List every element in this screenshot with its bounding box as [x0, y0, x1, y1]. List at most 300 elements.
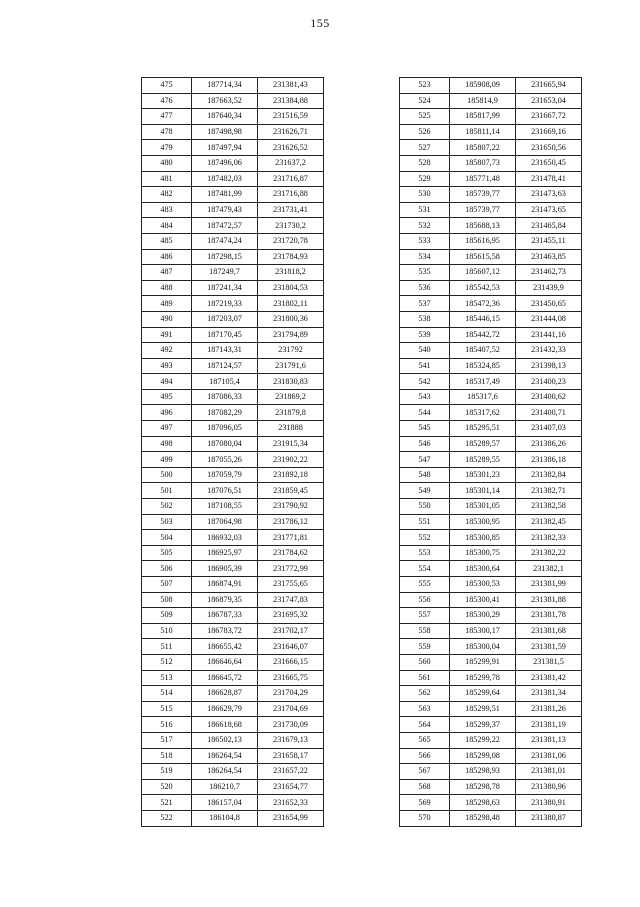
y-coordinate-cell: 231755,65: [258, 577, 324, 593]
y-coordinate-cell: 231666,15: [258, 654, 324, 670]
table-row: [142, 467, 324, 483]
table-row: [400, 187, 582, 203]
y-coordinate-cell: 231915,34: [258, 436, 324, 452]
y-coordinate-cell: 231381,13: [516, 732, 582, 748]
table-row: [142, 311, 324, 327]
point-number-cell: 545: [400, 421, 450, 437]
point-number-cell: 476: [142, 93, 192, 109]
point-number-cell: 519: [142, 764, 192, 780]
point-number-cell: 514: [142, 686, 192, 702]
y-coordinate-cell: 231784,62: [258, 545, 324, 561]
y-coordinate-cell: 231473,63: [516, 187, 582, 203]
table-row: [400, 421, 582, 437]
x-coordinate-cell: 186157,04: [192, 795, 258, 811]
table-row: [400, 779, 582, 795]
x-coordinate-cell: 187481,99: [192, 187, 258, 203]
point-number-cell: 495: [142, 389, 192, 405]
y-coordinate-cell: 231791,6: [258, 358, 324, 374]
point-number-cell: 522: [142, 810, 192, 826]
table-row: [142, 187, 324, 203]
x-coordinate-cell: 185446,15: [450, 311, 516, 327]
point-number-cell: 550: [400, 499, 450, 515]
table-row: [400, 748, 582, 764]
x-coordinate-cell: 185442,72: [450, 327, 516, 343]
y-coordinate-cell: 231382,58: [516, 499, 582, 515]
x-coordinate-cell: 186787,33: [192, 608, 258, 624]
table-row: [142, 514, 324, 530]
point-number-cell: 509: [142, 608, 192, 624]
x-coordinate-cell: 185739,77: [450, 187, 516, 203]
x-coordinate-cell: 185299,91: [450, 654, 516, 670]
x-coordinate-cell: 187663,52: [192, 93, 258, 109]
point-number-cell: 559: [400, 639, 450, 655]
x-coordinate-cell: 187076,51: [192, 483, 258, 499]
table-row: [400, 233, 582, 249]
table-row: [142, 405, 324, 421]
x-coordinate-cell: 187143,31: [192, 343, 258, 359]
x-coordinate-cell: 185300,04: [450, 639, 516, 655]
y-coordinate-cell: 231382,45: [516, 514, 582, 530]
table-row: [142, 483, 324, 499]
x-coordinate-cell: 186264,54: [192, 764, 258, 780]
y-coordinate-cell: 231665,75: [258, 670, 324, 686]
table-row: [400, 124, 582, 140]
point-number-cell: 506: [142, 561, 192, 577]
table-row: [400, 405, 582, 421]
x-coordinate-cell: 185472,36: [450, 296, 516, 312]
x-coordinate-cell: 185299,22: [450, 732, 516, 748]
y-coordinate-cell: 231381,78: [516, 608, 582, 624]
point-number-cell: 490: [142, 311, 192, 327]
table-row: [142, 732, 324, 748]
point-number-cell: 565: [400, 732, 450, 748]
point-number-cell: 561: [400, 670, 450, 686]
x-coordinate-cell: 187474,24: [192, 233, 258, 249]
table-row: [400, 530, 582, 546]
y-coordinate-cell: 231869,2: [258, 389, 324, 405]
y-coordinate-cell: 231465,84: [516, 218, 582, 234]
point-number-cell: 553: [400, 545, 450, 561]
table-row: [400, 608, 582, 624]
table-row: [400, 717, 582, 733]
y-coordinate-cell: 231667,72: [516, 109, 582, 125]
y-coordinate-cell: 231637,2: [258, 155, 324, 171]
y-coordinate-cell: 231407,03: [516, 421, 582, 437]
point-number-cell: 523: [400, 78, 450, 94]
y-coordinate-cell: 231626,71: [258, 124, 324, 140]
x-coordinate-cell: 187086,33: [192, 389, 258, 405]
y-coordinate-cell: 231384,88: [258, 93, 324, 109]
y-coordinate-cell: 231381,59: [516, 639, 582, 655]
point-number-cell: 534: [400, 249, 450, 265]
table-row: [400, 810, 582, 826]
x-coordinate-cell: 185300,53: [450, 577, 516, 593]
table-row: [142, 124, 324, 140]
point-number-cell: 560: [400, 654, 450, 670]
point-number-cell: 532: [400, 218, 450, 234]
x-coordinate-cell: 185301,14: [450, 483, 516, 499]
x-coordinate-cell: 187096,05: [192, 421, 258, 437]
x-coordinate-cell: 187497,94: [192, 140, 258, 156]
x-coordinate-cell: 185300,41: [450, 592, 516, 608]
table-row: [400, 561, 582, 577]
x-coordinate-cell: 186932,03: [192, 530, 258, 546]
x-coordinate-cell: 185811,14: [450, 124, 516, 140]
y-coordinate-cell: 231695,32: [258, 608, 324, 624]
point-number-cell: 551: [400, 514, 450, 530]
table-row: [142, 530, 324, 546]
x-coordinate-cell: 185739,77: [450, 202, 516, 218]
y-coordinate-cell: 231439,9: [516, 280, 582, 296]
table-row: [142, 155, 324, 171]
y-coordinate-cell: 231902,22: [258, 452, 324, 468]
table-row: [400, 639, 582, 655]
y-coordinate-cell: 231716,88: [258, 187, 324, 203]
point-number-cell: 520: [142, 779, 192, 795]
y-coordinate-cell: 231381,5: [516, 654, 582, 670]
table-row: [142, 795, 324, 811]
point-number-cell: 500: [142, 467, 192, 483]
coordinates-table-left: [141, 77, 324, 827]
x-coordinate-cell: 186874,91: [192, 577, 258, 593]
point-number-cell: 505: [142, 545, 192, 561]
x-coordinate-cell: 186210,7: [192, 779, 258, 795]
table-row: [142, 140, 324, 156]
x-coordinate-cell: 185908,09: [450, 78, 516, 94]
y-coordinate-cell: 231450,65: [516, 296, 582, 312]
y-coordinate-cell: 231380,96: [516, 779, 582, 795]
x-coordinate-cell: 186629,79: [192, 701, 258, 717]
point-number-cell: 508: [142, 592, 192, 608]
y-coordinate-cell: 231888: [258, 421, 324, 437]
point-number-cell: 539: [400, 327, 450, 343]
point-number-cell: 569: [400, 795, 450, 811]
x-coordinate-cell: 185607,12: [450, 265, 516, 281]
table-row: [400, 311, 582, 327]
table-row: [142, 78, 324, 94]
point-number-cell: 511: [142, 639, 192, 655]
table-row: [142, 421, 324, 437]
y-coordinate-cell: 231730,09: [258, 717, 324, 733]
x-coordinate-cell: 185300,29: [450, 608, 516, 624]
table-row: [142, 499, 324, 515]
table-row: [400, 155, 582, 171]
point-number-cell: 493: [142, 358, 192, 374]
y-coordinate-cell: 231381,19: [516, 717, 582, 733]
point-number-cell: 552: [400, 530, 450, 546]
x-coordinate-cell: 187640,34: [192, 109, 258, 125]
point-number-cell: 517: [142, 732, 192, 748]
point-number-cell: 478: [142, 124, 192, 140]
point-number-cell: 494: [142, 374, 192, 390]
x-coordinate-cell: 185299,78: [450, 670, 516, 686]
point-number-cell: 492: [142, 343, 192, 359]
table-row: [400, 654, 582, 670]
table-row: [142, 218, 324, 234]
table-row: [400, 436, 582, 452]
y-coordinate-cell: 231679,13: [258, 732, 324, 748]
x-coordinate-cell: 185299,08: [450, 748, 516, 764]
x-coordinate-cell: 185298,63: [450, 795, 516, 811]
y-coordinate-cell: 231441,16: [516, 327, 582, 343]
table-row: [142, 577, 324, 593]
table-row: [400, 592, 582, 608]
table-row: [400, 109, 582, 125]
y-coordinate-cell: 231400,71: [516, 405, 582, 421]
x-coordinate-cell: 185771,48: [450, 171, 516, 187]
point-number-cell: 564: [400, 717, 450, 733]
point-number-cell: 491: [142, 327, 192, 343]
x-coordinate-cell: 185317,49: [450, 374, 516, 390]
point-number-cell: 558: [400, 623, 450, 639]
x-coordinate-cell: 185299,37: [450, 717, 516, 733]
table-row: [400, 514, 582, 530]
point-number-cell: 501: [142, 483, 192, 499]
x-coordinate-cell: 185299,64: [450, 686, 516, 702]
point-number-cell: 530: [400, 187, 450, 203]
y-coordinate-cell: 231859,45: [258, 483, 324, 499]
table-row: [400, 623, 582, 639]
y-coordinate-cell: 231473,65: [516, 202, 582, 218]
point-number-cell: 524: [400, 93, 450, 109]
point-number-cell: 477: [142, 109, 192, 125]
point-number-cell: 513: [142, 670, 192, 686]
x-coordinate-cell: 186264,54: [192, 748, 258, 764]
table-row: [142, 764, 324, 780]
table-row: [142, 623, 324, 639]
point-number-cell: 562: [400, 686, 450, 702]
x-coordinate-cell: 185301,23: [450, 467, 516, 483]
point-number-cell: 549: [400, 483, 450, 499]
y-coordinate-cell: 231381,06: [516, 748, 582, 764]
x-coordinate-cell: 185807,73: [450, 155, 516, 171]
x-coordinate-cell: 186645,72: [192, 670, 258, 686]
point-number-cell: 486: [142, 249, 192, 265]
point-number-cell: 546: [400, 436, 450, 452]
x-coordinate-cell: 186655,42: [192, 639, 258, 655]
y-coordinate-cell: 231650,56: [516, 140, 582, 156]
table-row: [400, 701, 582, 717]
table-row: [142, 779, 324, 795]
point-number-cell: 548: [400, 467, 450, 483]
point-number-cell: 528: [400, 155, 450, 171]
x-coordinate-cell: 186628,87: [192, 686, 258, 702]
table-row: [400, 467, 582, 483]
x-coordinate-cell: 186783,72: [192, 623, 258, 639]
point-number-cell: 498: [142, 436, 192, 452]
x-coordinate-cell: 187170,45: [192, 327, 258, 343]
table-row: [142, 202, 324, 218]
table-row: [142, 748, 324, 764]
y-coordinate-cell: 231382,84: [516, 467, 582, 483]
point-number-cell: 537: [400, 296, 450, 312]
y-coordinate-cell: 231790,92: [258, 499, 324, 515]
point-number-cell: 536: [400, 280, 450, 296]
point-number-cell: 482: [142, 187, 192, 203]
point-number-cell: 479: [142, 140, 192, 156]
y-coordinate-cell: 231398,13: [516, 358, 582, 374]
x-coordinate-cell: 187105,4: [192, 374, 258, 390]
x-coordinate-cell: 185615,58: [450, 249, 516, 265]
y-coordinate-cell: 231380,91: [516, 795, 582, 811]
point-number-cell: 502: [142, 499, 192, 515]
table-row: [142, 639, 324, 655]
point-number-cell: 497: [142, 421, 192, 437]
y-coordinate-cell: 231658,17: [258, 748, 324, 764]
table-row: [400, 732, 582, 748]
y-coordinate-cell: 231818,2: [258, 265, 324, 281]
y-coordinate-cell: 231702,17: [258, 623, 324, 639]
point-number-cell: 499: [142, 452, 192, 468]
x-coordinate-cell: 186104,8: [192, 810, 258, 826]
y-coordinate-cell: 231380,87: [516, 810, 582, 826]
y-coordinate-cell: 231653,04: [516, 93, 582, 109]
x-coordinate-cell: 187082,29: [192, 405, 258, 421]
point-number-cell: 566: [400, 748, 450, 764]
point-number-cell: 475: [142, 78, 192, 94]
y-coordinate-cell: 231382,33: [516, 530, 582, 546]
table-row: [142, 545, 324, 561]
table-row: [142, 358, 324, 374]
page-number: 155: [310, 16, 330, 30]
x-coordinate-cell: 186618,68: [192, 717, 258, 733]
x-coordinate-cell: 187249,7: [192, 265, 258, 281]
point-number-cell: 567: [400, 764, 450, 780]
x-coordinate-cell: 187479,43: [192, 202, 258, 218]
x-coordinate-cell: 185295,51: [450, 421, 516, 437]
x-coordinate-cell: 185317,6: [450, 389, 516, 405]
x-coordinate-cell: 187108,55: [192, 499, 258, 515]
x-coordinate-cell: 187496,06: [192, 155, 258, 171]
table-row: [400, 374, 582, 390]
table-row: [142, 280, 324, 296]
x-coordinate-cell: 185300,17: [450, 623, 516, 639]
table-row: [400, 389, 582, 405]
y-coordinate-cell: 231462,73: [516, 265, 582, 281]
x-coordinate-cell: 186925,97: [192, 545, 258, 561]
x-coordinate-cell: 185407,52: [450, 343, 516, 359]
table-row: [400, 577, 582, 593]
y-coordinate-cell: 231463,85: [516, 249, 582, 265]
y-coordinate-cell: 231478,41: [516, 171, 582, 187]
table-row: [142, 265, 324, 281]
point-number-cell: 507: [142, 577, 192, 593]
x-coordinate-cell: 187203,07: [192, 311, 258, 327]
y-coordinate-cell: 231879,8: [258, 405, 324, 421]
point-number-cell: 487: [142, 265, 192, 281]
table-row: [142, 249, 324, 265]
y-coordinate-cell: 231730,2: [258, 218, 324, 234]
table-row: [142, 327, 324, 343]
x-coordinate-cell: 185299,51: [450, 701, 516, 717]
table-row: [400, 686, 582, 702]
table-row: [142, 452, 324, 468]
y-coordinate-cell: 231652,33: [258, 795, 324, 811]
point-number-cell: 544: [400, 405, 450, 421]
table-row: [142, 592, 324, 608]
point-number-cell: 481: [142, 171, 192, 187]
point-number-cell: 485: [142, 233, 192, 249]
point-number-cell: 483: [142, 202, 192, 218]
x-coordinate-cell: 187055,26: [192, 452, 258, 468]
table-row: [400, 202, 582, 218]
point-number-cell: 503: [142, 514, 192, 530]
table-row: [142, 686, 324, 702]
x-coordinate-cell: 185298,48: [450, 810, 516, 826]
y-coordinate-cell: 231747,83: [258, 592, 324, 608]
y-coordinate-cell: 231784,93: [258, 249, 324, 265]
y-coordinate-cell: 231800,36: [258, 311, 324, 327]
x-coordinate-cell: 185300,85: [450, 530, 516, 546]
point-number-cell: 510: [142, 623, 192, 639]
x-coordinate-cell: 187059,79: [192, 467, 258, 483]
x-coordinate-cell: 185807,22: [450, 140, 516, 156]
point-number-cell: 541: [400, 358, 450, 374]
x-coordinate-cell: 186905,39: [192, 561, 258, 577]
point-number-cell: 554: [400, 561, 450, 577]
y-coordinate-cell: 231804,53: [258, 280, 324, 296]
table-row: [142, 701, 324, 717]
point-number-cell: 529: [400, 171, 450, 187]
y-coordinate-cell: 231654,99: [258, 810, 324, 826]
point-number-cell: 521: [142, 795, 192, 811]
y-coordinate-cell: 231771,81: [258, 530, 324, 546]
x-coordinate-cell: 186646,64: [192, 654, 258, 670]
table-row: [142, 296, 324, 312]
y-coordinate-cell: 231646,07: [258, 639, 324, 655]
table-row: [400, 327, 582, 343]
table-row: [142, 436, 324, 452]
table-row: [400, 795, 582, 811]
table-row: [142, 171, 324, 187]
y-coordinate-cell: 231716,87: [258, 171, 324, 187]
x-coordinate-cell: 185300,75: [450, 545, 516, 561]
x-coordinate-cell: 185616,95: [450, 233, 516, 249]
table-row: [400, 358, 582, 374]
point-number-cell: 540: [400, 343, 450, 359]
point-number-cell: 542: [400, 374, 450, 390]
coordinates-table-right: [399, 77, 582, 827]
table-row: [142, 109, 324, 125]
table-row: [400, 483, 582, 499]
x-coordinate-cell: 187064,98: [192, 514, 258, 530]
table-row: [400, 452, 582, 468]
table-row: [142, 343, 324, 359]
table-row: [400, 249, 582, 265]
point-number-cell: 527: [400, 140, 450, 156]
x-coordinate-cell: 185324,85: [450, 358, 516, 374]
y-coordinate-cell: 231792: [258, 343, 324, 359]
point-number-cell: 555: [400, 577, 450, 593]
table-row: [142, 93, 324, 109]
table-row: [400, 343, 582, 359]
y-coordinate-cell: 231720,78: [258, 233, 324, 249]
x-coordinate-cell: 185317,62: [450, 405, 516, 421]
point-number-cell: 570: [400, 810, 450, 826]
y-coordinate-cell: 231432,33: [516, 343, 582, 359]
table-row: [142, 608, 324, 624]
point-number-cell: 535: [400, 265, 450, 281]
table-row: [400, 280, 582, 296]
x-coordinate-cell: 187482,03: [192, 171, 258, 187]
y-coordinate-cell: 231381,68: [516, 623, 582, 639]
x-coordinate-cell: 187219,33: [192, 296, 258, 312]
y-coordinate-cell: 231382,22: [516, 545, 582, 561]
y-coordinate-cell: 231400,62: [516, 389, 582, 405]
table-row: [400, 265, 582, 281]
point-number-cell: 557: [400, 608, 450, 624]
point-number-cell: 518: [142, 748, 192, 764]
